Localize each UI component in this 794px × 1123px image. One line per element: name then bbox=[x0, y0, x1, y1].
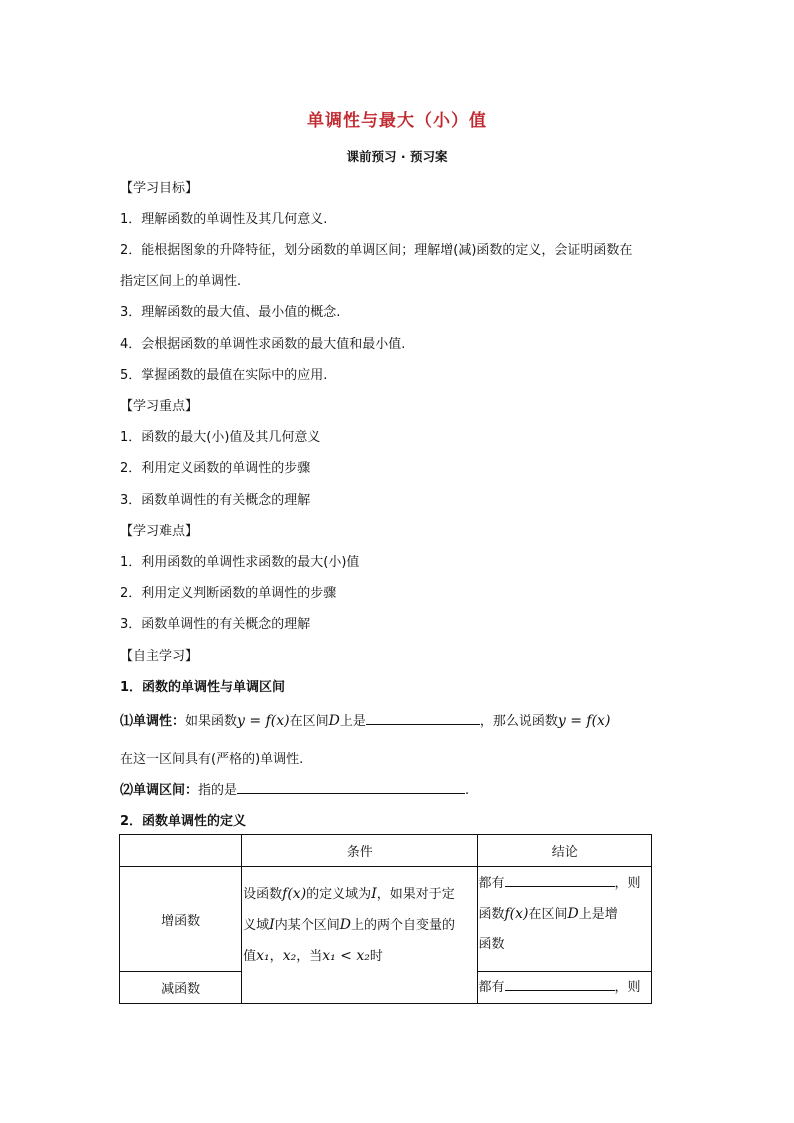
text: 上是增 bbox=[578, 907, 618, 922]
conclusion-increasing bbox=[478, 867, 652, 972]
conclusion-decreasing bbox=[478, 972, 652, 1004]
text: 上的两个自变量的 bbox=[350, 918, 455, 933]
row-label-increasing: 增函数 bbox=[120, 867, 242, 972]
monotonicity-label: ⑴单调性： bbox=[120, 714, 186, 729]
text: ，则 bbox=[614, 876, 641, 891]
monotonicity-definition-table bbox=[119, 834, 652, 1004]
objective-item: 3．理解函数的最大值、最小值的概念. bbox=[120, 305, 341, 320]
row-label-decreasing: 减函数 bbox=[120, 972, 242, 1004]
objective-item: 指定区间上的单调性. bbox=[120, 274, 242, 289]
text: 都有 bbox=[478, 979, 505, 995]
text: 函数 bbox=[478, 937, 505, 952]
text: ，当 bbox=[296, 949, 323, 964]
text: 的定义域为 bbox=[306, 887, 372, 902]
text: 内某个区间 bbox=[274, 918, 340, 933]
math-expression: f(x) bbox=[282, 886, 307, 902]
text: 在区间 bbox=[528, 907, 568, 922]
interval-label: ⑵单调区间： bbox=[120, 783, 199, 798]
math-expression: I bbox=[269, 917, 275, 933]
difficulties-heading: 【学习难点】 bbox=[120, 524, 199, 539]
table-row bbox=[120, 867, 652, 972]
text: 上是 bbox=[339, 714, 366, 729]
table-header-condition: 条件 bbox=[242, 835, 478, 867]
monotonicity-continuation: 在这一区间具有(严格的)单调性. bbox=[120, 752, 304, 767]
objective-item: 2．能根据图象的升降特征，划分函数的单调区间；理解增(减)函数的定义，会证明函数在 bbox=[120, 243, 633, 258]
key-point-item: 3．函数单调性的有关概念的理解 bbox=[120, 493, 311, 508]
difficulty-item: 1．利用函数的单调性求函数的最大(小)值 bbox=[120, 555, 360, 570]
key-points-heading: 【学习重点】 bbox=[120, 399, 199, 414]
page-subtitle: 课前预习 · 预习案 bbox=[346, 149, 448, 164]
objectives-heading: 【学习目标】 bbox=[120, 181, 199, 196]
difficulty-item: 2．利用定义判断函数的单调性的步骤 bbox=[120, 586, 337, 601]
objective-item: 1．理解函数的单调性及其几何意义. bbox=[120, 212, 328, 227]
section-2-title: 2．函数单调性的定义 bbox=[120, 814, 247, 829]
condition-cell bbox=[242, 867, 478, 1004]
section-1-title: 1．函数的单调性与单调区间 bbox=[120, 680, 286, 695]
key-point-item: 2．利用定义函数的单调性的步骤 bbox=[120, 461, 311, 476]
text: 时 bbox=[369, 949, 383, 964]
text: 值 bbox=[243, 949, 257, 964]
text: 义域 bbox=[243, 918, 270, 933]
fill-blank[interactable] bbox=[505, 885, 615, 887]
math-expression: x₁ < x₂ bbox=[322, 948, 370, 964]
fill-blank[interactable] bbox=[505, 989, 615, 991]
text: ，那么说函数 bbox=[479, 714, 558, 729]
monotonicity-definition bbox=[120, 710, 610, 729]
fill-blank[interactable] bbox=[237, 792, 465, 794]
text: 指的是 bbox=[198, 783, 238, 798]
text: 如果函数 bbox=[185, 714, 238, 729]
objective-item: 4．会根据函数的单调性求函数的最大值和最小值. bbox=[120, 337, 406, 352]
page-title: 单调性与最大（小）值 bbox=[307, 111, 487, 131]
math-expression: D bbox=[567, 906, 579, 922]
key-point-item: 1．函数的最大(小)值及其几何意义 bbox=[120, 430, 321, 445]
text: ，如果对于定 bbox=[376, 887, 455, 902]
math-expression: y = f(x) bbox=[557, 713, 611, 729]
math-expression: I bbox=[371, 886, 377, 902]
fill-blank[interactable] bbox=[366, 723, 480, 725]
text: 函数 bbox=[478, 907, 505, 922]
math-expression: y = f(x) bbox=[237, 713, 290, 729]
text: 设函数 bbox=[243, 887, 283, 902]
math-expression: x₁ bbox=[256, 948, 270, 964]
text: ，则 bbox=[614, 979, 641, 995]
table-header-empty bbox=[120, 835, 242, 867]
difficulty-item: 3．函数单调性的有关概念的理解 bbox=[120, 617, 311, 632]
text: ， bbox=[269, 949, 283, 964]
math-expression: f(x) bbox=[504, 906, 529, 922]
table-header-conclusion: 结论 bbox=[478, 835, 652, 867]
math-expression: D bbox=[328, 713, 340, 729]
text: 都有 bbox=[478, 876, 505, 891]
objective-item: 5．掌握函数的最值在实际中的应用. bbox=[120, 368, 328, 383]
monotonic-interval-definition bbox=[120, 779, 469, 798]
self-study-heading: 【自主学习】 bbox=[120, 649, 199, 664]
math-expression: x₂ bbox=[282, 948, 297, 964]
text: . bbox=[465, 783, 470, 798]
math-expression: D bbox=[339, 917, 351, 933]
text: 在区间 bbox=[289, 714, 329, 729]
table-header-row bbox=[120, 835, 652, 867]
